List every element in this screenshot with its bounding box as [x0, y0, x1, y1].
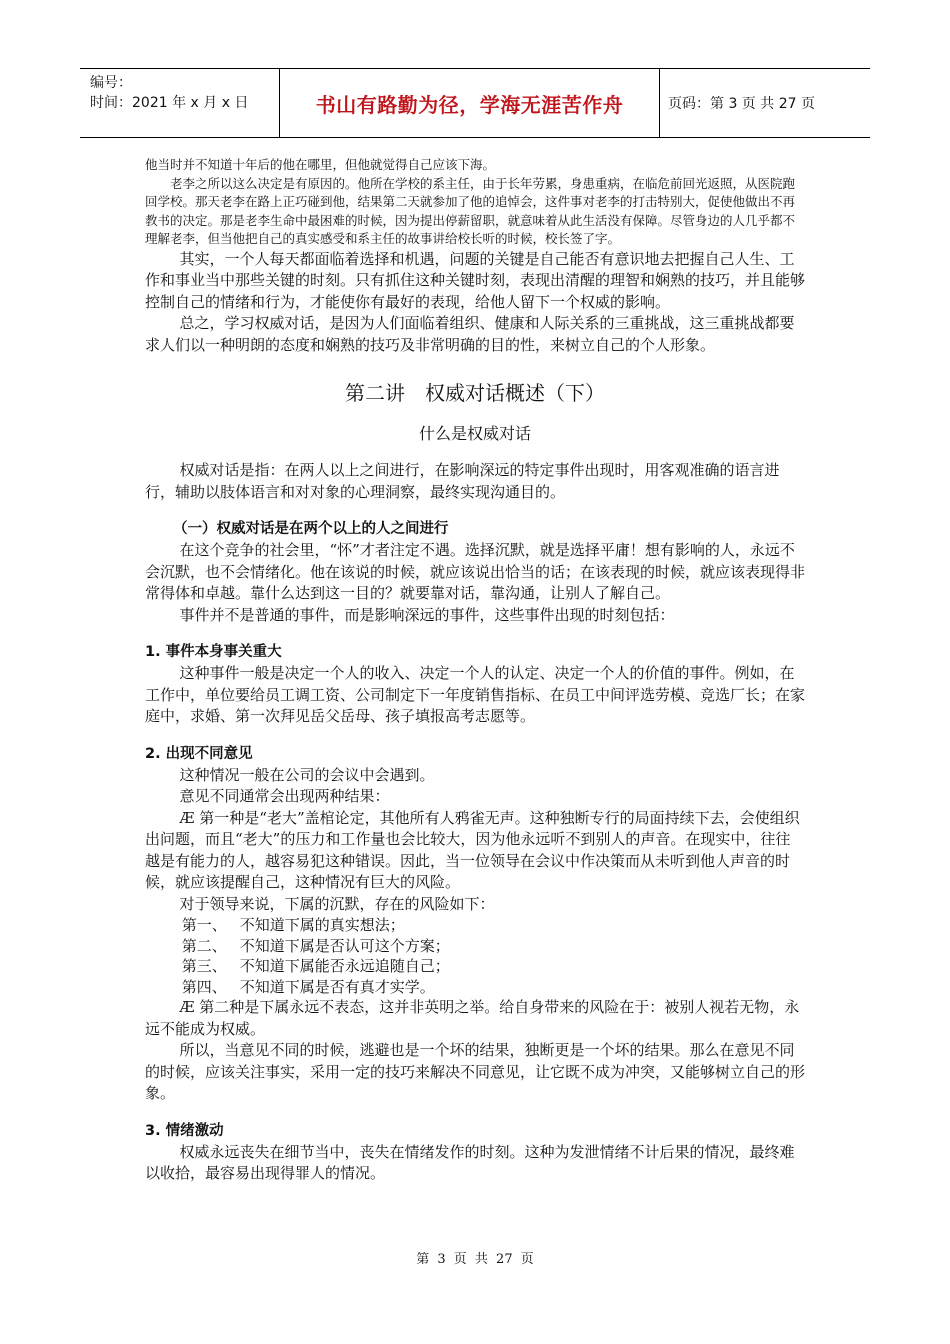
- list-item: 第三、 不知道下属能否永远追随自己；: [181, 957, 450, 975]
- item-3-paragraph: 权威永远丧失在细节当中，丧失在情绪发作的时刻。这种为发泄情绪不计后果的情况，最终难以收拾，最容易出现得罪人的情况。: [145, 1142, 795, 1182]
- story-paragraph: 老李之所以这么决定是有原因的。他所在学校的系主任，由于长年劳累，身患重病，在临危前回光返照，从医院跑回学校。那天老李在路上正巧碰到他，结果第二天就参加了他的追悼会，这件事对老李的打击特别大，促使他做出不再教书的决定。那是老李生命中最困难的时候，因为提出停薪留职，就意味着从此生活没有保障。尽管身边的人几乎都不理解老李，但当他把自己的真实感受和系主任的故事讲给校长听的时候，校长签了字。: [145, 175, 796, 246]
- list-item: 第一、 不知道下属的真实想法；: [181, 916, 405, 934]
- intro-paragraph-2: 总之，学习权威对话，是因为人们面临着组织、健康和人际关系的三重挑战，这三重挑战都要求人们以一种明朗的态度和娴熟的技巧及非常明确的目的性，来树立自己的个人形象。: [145, 314, 795, 354]
- document-body: [145, 156, 805, 1185]
- list-item: 第四、 不知道下属是否有真才实学。: [181, 977, 435, 996]
- item-2-line-2: 意见不同通常会出现两种结果：: [179, 787, 390, 805]
- page-footer: 第 3 页 共 27 页: [416, 1252, 534, 1267]
- intro-paragraph-1: 其实，一个人每天都面临着选择和机遇，问题的关键是自己能否有意识地去把握自己人生、工作和事业当中那些关键的时刻。只有抓住这种关键时刻，表现出清醒的理智和娴熟的技巧，并且能够控制自己的情绪和行为，才能使你有最好的表现，给他人留下一个权威的影响。: [145, 249, 806, 311]
- lecture-subtitle: 什么是权威对话: [418, 424, 531, 443]
- section-1-paragraph-1: 在这个竞争的社会里，“怀”才者注定不遇。选择沉默，就是选择平庸！想有影响的人，永远不会沉默，也不会情绪化。他在该说的时候，就应该说出恰当的话；在该表现的时候，就应该表现得非常得体和卓越。靠什么达到这一目的？就要靠对话，靠沟通，让别人了解自己。: [145, 541, 806, 602]
- item-2-heading: 2. 出现不同意见: [145, 745, 253, 762]
- item-2-result-1: Æ 第一种是“老大”盖棺论定，其他所有人鸦雀无声。这种独断专行的局面持续下去，会使组织出问题，而且“老大”的压力和工作量也会比较大，因为他永远听不到别人的声音。在现实中，往往越是有能力的人，越容易犯这种错误。因此，当一位领导在会议中作决策而从未听到他人声音的时候，就应该提醒自己，这种情况有巨大的风险。: [145, 808, 800, 891]
- story-line: 他当时并不知道十年后的他在哪里，但他就觉得自己应该下海。: [145, 157, 496, 172]
- item-3-heading: 3. 情绪激动: [145, 1122, 224, 1139]
- lecture-title: 第二讲 权威对话概述（下）: [345, 381, 605, 405]
- code-label: 编号：: [90, 75, 132, 91]
- time-label: 时间：2021 年 x 月 x 日: [90, 95, 249, 111]
- item-2-conclusion: 所以，当意见不同的时候，逃避也是一个坏的结果，独断更是一个坏的结果。那么在意见不同的时候，应该关注事实，采用一定的技巧来解决不同意见，让它既不成为冲突，又能够树立自己的形象。: [145, 1041, 806, 1102]
- risk-list: [145, 915, 805, 997]
- header-page-info: 页码：第 3 页 共 27 页: [668, 96, 815, 112]
- item-2-result-2: Æ 第二种是下属永远不表态，这并非英明之举。给自身带来的风险在于：被别人视若无物，永远不能成为权威。: [145, 998, 800, 1038]
- section-1-paragraph-2: 事件并不是普通的事件，而是影响深远的事件，这些事件出现的时刻包括：: [179, 605, 675, 624]
- section-1-heading: （一）权威对话是在两个以上的人之间进行: [173, 521, 449, 537]
- definition-paragraph: 权威对话是指：在两人以上之间进行，在影响深远的特定事件出现时，用客观准确的语言进行，辅助以肢体语言和对对象的心理洞察，最终实现沟通目的。: [145, 461, 780, 501]
- header-meta: [80, 69, 280, 137]
- item-2-line-1: 这种情况一般在公司的会议中会遇到。: [179, 765, 435, 784]
- item-2-risk-intro: 对于领导来说，下属的沉默，存在的风险如下：: [179, 894, 495, 913]
- item-1-heading: 1. 事件本身事关重大: [145, 644, 282, 660]
- page-header: [80, 68, 870, 138]
- item-1-paragraph: 这种事件一般是决定一个人的收入、决定一个人的认定、决定一个人的价值的事件。例如，在工作中，单位要给员工调工资、公司制定下一年度销售指标、在员工中间评选劳模、竞选厂长；在家庭中，求婚、第一次拜见岳父岳母、孩子填报高考志愿等。: [145, 664, 806, 725]
- header-motto: 书山有路勤为径，学海无涯苦作舟: [280, 69, 660, 137]
- list-item: 第二、 不知道下属是否认可这个方案；: [181, 936, 450, 955]
